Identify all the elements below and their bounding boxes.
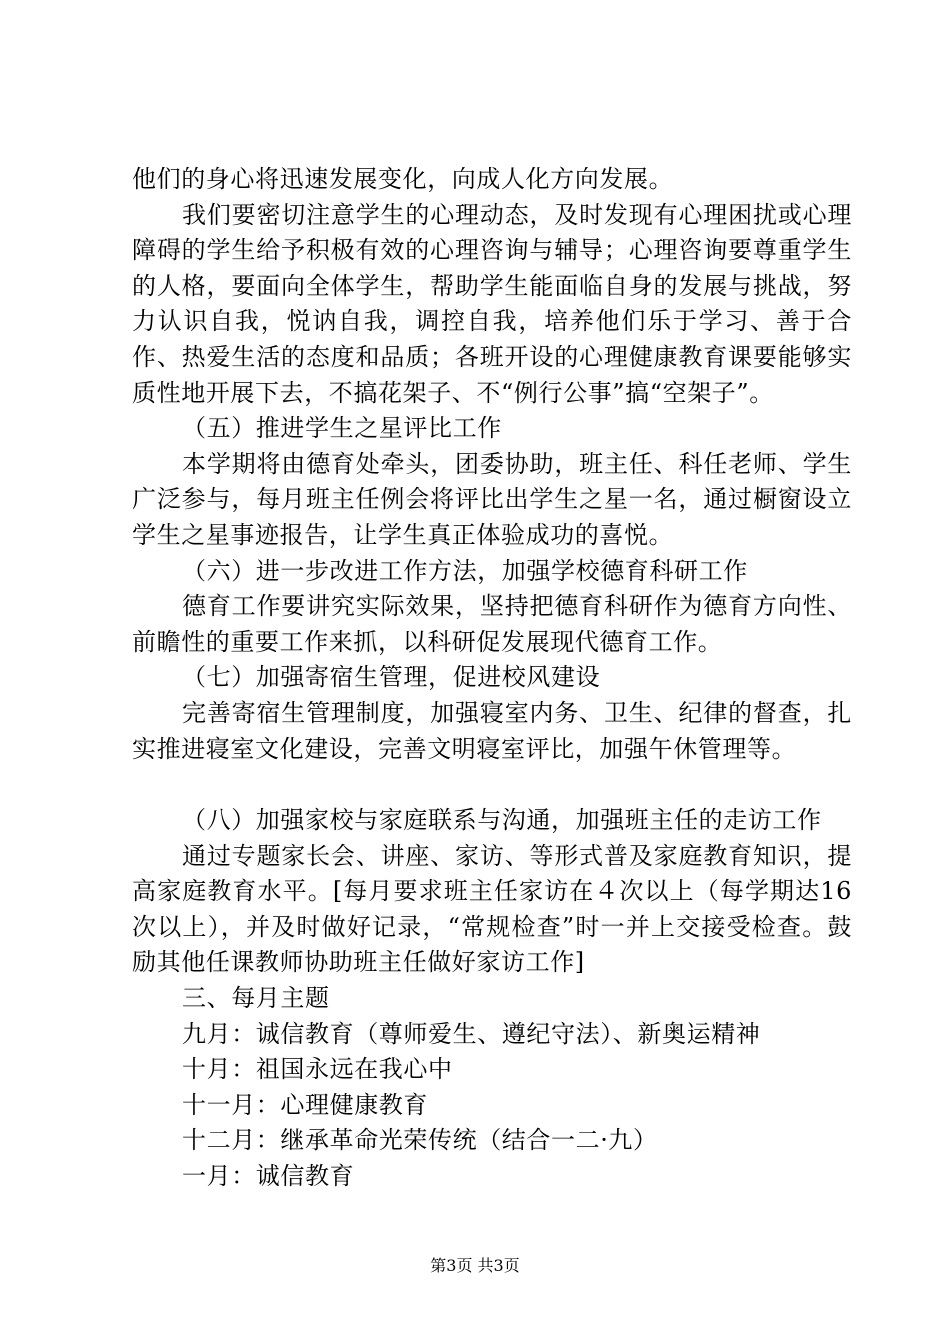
- theme-january: 一月：诚信教育: [182, 1162, 355, 1191]
- theme-november: 十一月：心理健康教育: [182, 1090, 428, 1119]
- page-footer: 第3页 共3页: [430, 1256, 520, 1275]
- paragraph-continuation: 他们的身心将迅速发展变化，向成人化方向发展。: [132, 165, 674, 193]
- section-heading-5: （五）推进学生之星评比工作: [182, 414, 502, 443]
- document-body: [132, 162, 852, 1195]
- section-heading-monthly-themes: 三、每月主题: [182, 984, 330, 1013]
- section-heading-6: （六）进一步改进工作方法，加强学校德育科研工作: [182, 556, 748, 585]
- blank-line: [132, 767, 852, 803]
- theme-december: 十二月：继承革命光荣传统（结合一二·九）: [182, 1126, 658, 1155]
- paragraph-moral-research: 德育工作要讲究实际效果，坚持把德育科研作为德育方向性、前瞻性的重要工作来抓，以科研促发展现代德育工作。: [132, 592, 852, 656]
- paragraph-student-star: 本学期将由德育处牵头，团委协助，班主任、科任老师、学生广泛参与，每月班主任例会将评比出学生之星一名，通过橱窗设立学生之星事迹报告，让学生真正体验成功的喜悦。: [132, 449, 852, 549]
- paragraph-psych-counseling: 我们要密切注意学生的心理动态，及时发现有心理困扰或心理障碍的学生给予积极有效的心理咨询与辅导；心理咨询要尊重学生的人格，要面向全体学生，帮助学生能面临自身的发展与挑战，努力认识自我，悦讷自我，调控自我，培养他们乐于学习、善于合作、热爱生活的态度和品质；各班开设的心理健康教育课要能够实质性地开展下去，不搞花架子、不“例行公事”搞“空架子”。: [132, 200, 852, 407]
- paragraph-home-visits: 通过专题家长会、讲座、家访、等形式普及家庭教育知识，提高家庭教育水平。[每月要求班主任家访在４次以上（每学期达16次以上），并及时做好记录，“常规检查”时一并上交接受检查。鼓励其他任课教师协助班主任做好家访工作]: [132, 841, 852, 977]
- section-heading-7: （七）加强寄宿生管理，促进校风建设: [182, 663, 601, 692]
- section-heading-8: （八）加强家校与家庭联系与沟通，加强班主任的走访工作: [182, 806, 822, 835]
- paragraph-dormitory: 完善寄宿生管理制度，加强寝室内务、卫生、纪律的督查，扎实推进寝室文化建设，完善文明寝室评比，加强午休管理等。: [132, 698, 852, 763]
- theme-september: 九月：诚信教育（尊师爱生、遵纪守法）、新奥运精神: [182, 1019, 761, 1048]
- theme-october: 十月：祖国永远在我心中: [182, 1055, 453, 1084]
